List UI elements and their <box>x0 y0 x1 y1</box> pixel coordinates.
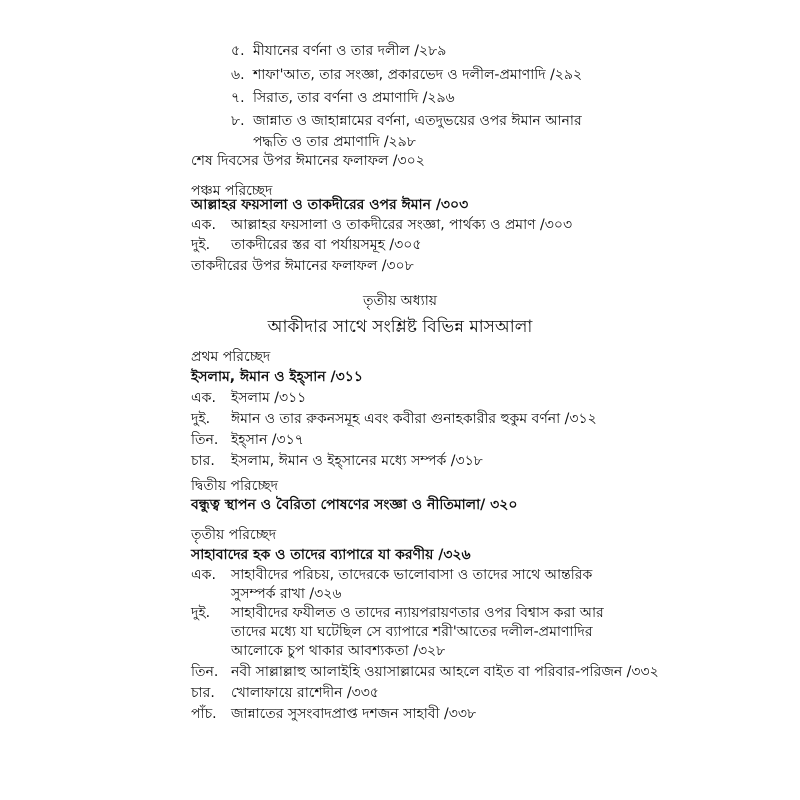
item-text-continued: আলোকে চুপ থাকার আবশ্যকতা /৩২৮ <box>231 643 446 659</box>
item-text: জান্নাতের সুসংবাদপ্রাপ্ত দশজন সাহাবী /৩৩৮ <box>231 706 477 722</box>
item-number: এক. <box>191 390 216 406</box>
item-number: দুই. <box>191 237 211 253</box>
section-heading: প্রথম পরিচ্ছেদ <box>191 349 271 365</box>
item-number: তিন. <box>191 664 219 680</box>
section-heading: তৃতীয় পরিচ্ছেদ <box>191 527 277 543</box>
part-label: তৃতীয় অধ্যায় <box>362 293 438 309</box>
item-number: তিন. <box>191 432 219 448</box>
item-number: এক. <box>191 217 216 233</box>
item-number: পাঁচ. <box>191 706 217 722</box>
section-title: বন্ধুত্ব স্থাপন ও বৈরিতা পোষণের সংজ্ঞা ও নীতিমালা/ ৩২০ <box>191 497 518 513</box>
section-title: আল্লাহর ফয়সালা ও তাকদীরের ওপর ঈমান /৩০৩ <box>191 197 469 213</box>
item-text: মীযানের বর্ণনা ও তার দলীল /২৮৯ <box>253 43 447 59</box>
section-summary: তাকদীরের উপর ঈমানের ফলাফল /৩০৮ <box>191 258 414 274</box>
section-summary: শেষ দিবসের উপর ঈমানের ফলাফল /৩০২ <box>191 153 425 169</box>
item-number: দুই. <box>191 411 211 427</box>
item-text: নবী সাল্লাল্লাহু আলাইহি ওয়াসাল্লামের আহলে বাইত বা পরিবার-পরিজন /৩৩২ <box>231 664 659 680</box>
item-text-continued: পদ্ধতি ও তার প্রমাণাদি /২৯৮ <box>253 134 416 150</box>
part-title: আকীদার সাথে সংশ্লিষ্ট বিভিন্ন মাসআলা <box>267 317 533 337</box>
item-number: ৬. <box>231 67 245 83</box>
item-number: দুই. <box>191 605 211 621</box>
item-number: ৮. <box>231 113 245 129</box>
item-text: সিরাত, তার বর্ণনা ও প্রমাণাদি /২৯৬ <box>253 90 455 106</box>
item-number: এক. <box>191 567 216 583</box>
item-text-continued: সুসম্পর্ক রাখা /৩২৬ <box>231 586 342 602</box>
item-text: ঈমান ও তার রুকনসমূহ এবং কবীরা গুনাহকারীর হুকুম বর্ণনা /৩১২ <box>231 411 597 427</box>
section-title: সাহাবাদের হক ও তাদের ব্যাপারে যা করণীয় /৩২৬ <box>191 547 471 563</box>
item-text: শাফা'আত, তার সংজ্ঞা, প্রকারভেদ ও দলীল-প্রমাণাদি /২৯২ <box>253 67 583 83</box>
item-text-continued: তাদের মধ্যে যা ঘটেছিল সে ব্যাপারে শরী'আতের দলীল-প্রমাণাদির <box>231 624 593 640</box>
item-text: সাহাবীদের ফযীলত ও তাদের ন্যায়পরায়ণতার ওপর বিশ্বাস করা আর <box>231 605 604 621</box>
item-text: সাহাবীদের পরিচয়, তাদেরকে ভালোবাসা ও তাদের সাথে আন্তরিক <box>231 567 593 583</box>
item-number: চার. <box>191 453 215 469</box>
item-number: ৭. <box>231 90 245 106</box>
section-heading: পঞ্চম পরিচ্ছেদ <box>191 183 273 199</box>
item-text: আল্লাহর ফয়সালা ও তাকদীরের সংজ্ঞা, পার্থক্য ও প্রমাণ /৩০৩ <box>231 217 573 233</box>
item-text: খোলাফায়ে রাশেদীন /৩৩৫ <box>231 685 379 701</box>
item-text: ইসলাম, ঈমান ও ইহ্সানের মধ্যে সম্পর্ক /৩১৮ <box>231 453 483 469</box>
section-heading: দ্বিতীয় পরিচ্ছেদ <box>191 478 278 494</box>
item-number: ৫. <box>231 43 245 59</box>
item-text: তাকদীরের স্তর বা পর্যায়সমূহ /৩০৫ <box>231 237 422 253</box>
section-title: ইসলাম, ঈমান ও ইহ্সান /৩১১ <box>191 369 363 385</box>
item-number: চার. <box>191 685 215 701</box>
item-text: ইসলাম /৩১১ <box>231 390 307 406</box>
item-text: ইহ্সান /৩১৭ <box>231 432 304 448</box>
item-text: জান্নাত ও জাহান্নামের বর্ণনা, এতদুভয়ের ওপর ঈমান আনার <box>253 113 582 129</box>
